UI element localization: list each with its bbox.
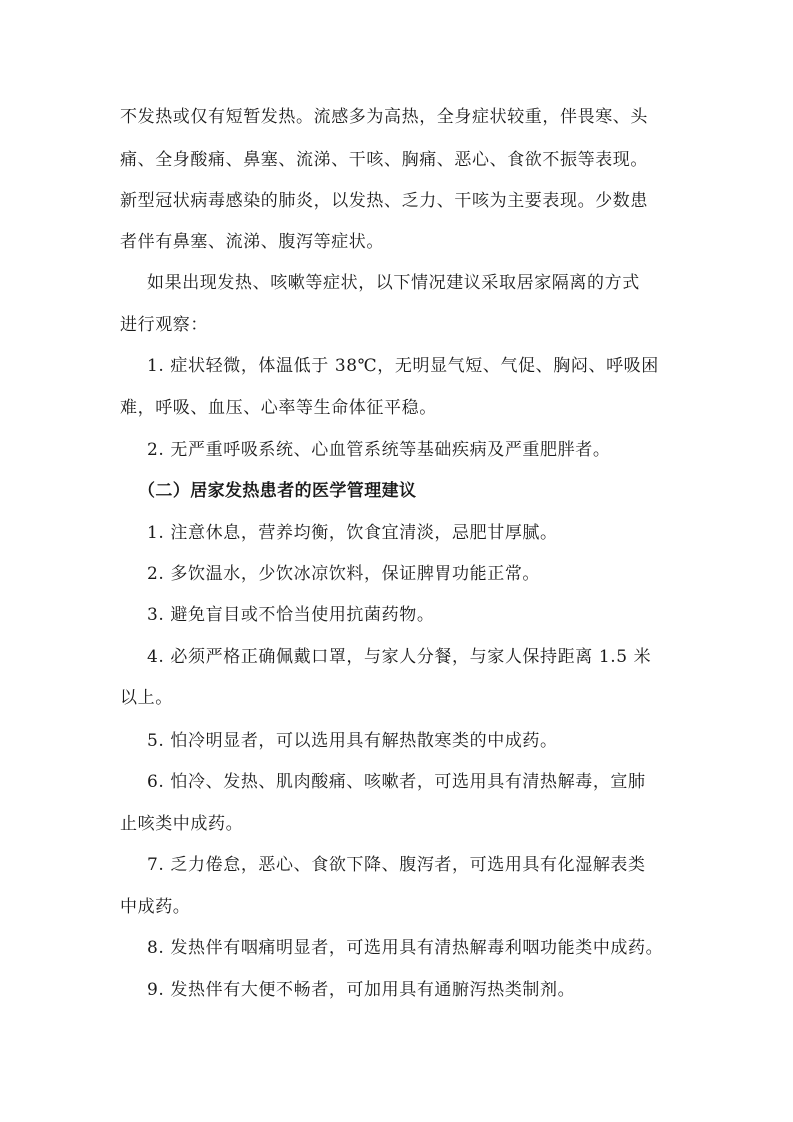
- list-item: 7. 乏力倦怠，恶心、食欲下降、腹泻者，可选用具有化湿解表类: [147, 855, 646, 875]
- paragraph-line: 如果出现发热、咳嗽等症状，以下情况建议采取居家隔离的方式: [147, 273, 640, 293]
- section-heading: （二）居家发热患者的医学管理建议: [138, 481, 417, 501]
- list-item: 1. 症状轻微，体温低于 38℃，无明显气短、气促、胸闷、呼吸困: [147, 356, 659, 376]
- paragraph-line: 痛、全身酸痛、鼻塞、流涕、干咳、胸痛、恶心、食欲不振等表现。: [120, 150, 648, 170]
- list-item-continuation: 难，呼吸、血压、心率等生命体征平稳。: [120, 398, 437, 418]
- list-item: 5. 怕冷明显者，可以选用具有解热散寒类的中成药。: [147, 731, 558, 751]
- list-item: 6. 怕冷、发热、肌肉酸痛、咳嗽者，可选用具有清热解毒，宣肺: [147, 772, 646, 792]
- paragraph-line: 者伴有鼻塞、流涕、腹泻等症状。: [120, 232, 384, 252]
- list-item: 4. 必须严格正确佩戴口罩，与家人分餐，与家人保持距离 1.5 米: [147, 647, 652, 667]
- paragraph-line: 进行观察：: [120, 315, 208, 335]
- list-item: 2. 无严重呼吸系统、心血管系统等基础疾病及严重肥胖者。: [147, 440, 611, 460]
- paragraph-line: 新型冠状病毒感染的肺炎，以发热、乏力、干咳为主要表现。少数患: [120, 191, 648, 211]
- list-item: 3. 避免盲目或不恰当使用抗菌药物。: [147, 605, 435, 625]
- list-item: 9. 发热伴有大便不畅者，可加用具有通腑泻热类制剂。: [147, 980, 576, 1000]
- list-item-continuation: 中成药。: [120, 897, 191, 917]
- list-item: 1. 注意休息，营养均衡，饮食宜清淡，忌肥甘厚腻。: [147, 523, 558, 543]
- list-item: 8. 发热伴有咽痛明显者，可选用具有清热解毒利咽功能类中成药。: [147, 938, 664, 958]
- list-item: 2. 多饮温水，少饮冰凉饮料，保证脾胃功能正常。: [147, 564, 541, 584]
- list-item-continuation: 以上。: [120, 688, 173, 708]
- list-item-continuation: 止咳类中成药。: [120, 814, 244, 834]
- paragraph-line: 不发热或仅有短暂发热。流感多为高热，全身症状较重，伴畏寒、头: [120, 107, 648, 127]
